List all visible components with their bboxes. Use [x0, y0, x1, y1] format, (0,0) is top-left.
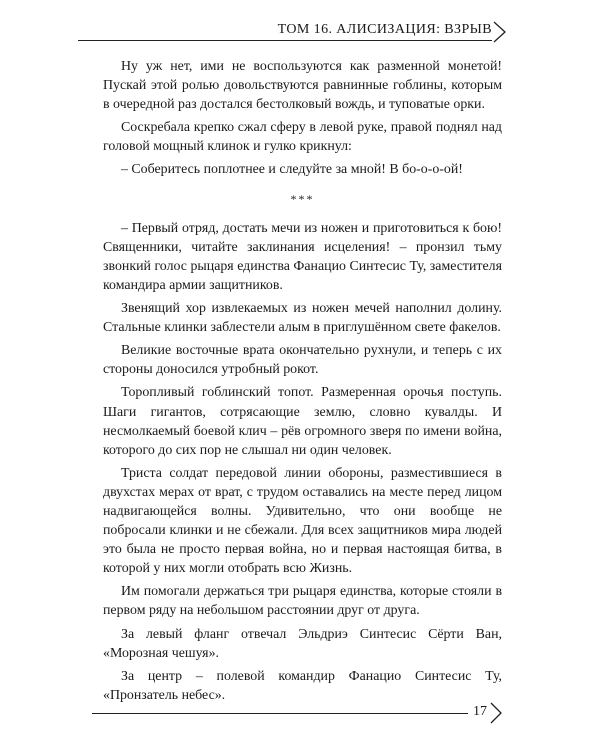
section-separator: ***	[290, 191, 315, 206]
paragraph: Соскребала крепко сжал сферу в левой руке, правой поднял над головой мощный клинок и гулко крикнул:	[103, 120, 502, 155]
paragraph: Звенящий хор извлекаемых из ножен мечей наполнил долину. Стальные клинки заблестели алым в приглушённом свете факелов.	[103, 301, 502, 336]
paragraph: Великие восточные врата окончательно рухнули, и теперь с их стороны доносился утробный рокот.	[103, 343, 502, 378]
paragraph: За центр – полевой командир Фанацио Синтесис Ту, «Пронзатель небес».	[103, 668, 502, 703]
page-body	[103, 57, 502, 709]
paragraph: – Первый отряд, достать мечи из ножен и приготовиться к бою! Священники, читайте заклинания исцеления! – пронзил тьму звонкий голос рыцаря единства Фанацио Синтесис Ту, заместителя командира армии защитников.	[103, 220, 502, 293]
paragraph: Им помогали держаться три рыцаря единства, которые стояли в первом ряду на небольшом расстоянии друг от друга.	[103, 584, 502, 619]
footer-rule	[92, 713, 468, 714]
header-rule	[78, 40, 492, 41]
header-chevron-icon	[490, 20, 510, 44]
running-header-title: ТОМ 16. АЛИСИЗАЦИЯ: ВЗРЫВ	[277, 22, 492, 37]
paragraph: – Соберитесь поплотнее и следуйте за мной! В бо-о-о-ой!	[121, 162, 463, 178]
paragraph: Торопливый гоблинский топот. Размеренная орочья поступь. Шаги гигантов, сотрясающие землю, словно кувалды. И несмолкаемый боевой клич – рёв огромного зверя по имени война, которого до сих пор не слышал ни один человек.	[103, 385, 502, 458]
paragraph: Ну уж нет, ими не воспользуются как разменной монетой! Пускай этой ролью довольствуются равнинные гоблины, которым в очередной раз достался бестолковый вождь, и туповатые орки.	[103, 59, 502, 113]
page-number: 17	[473, 704, 487, 719]
paragraph: За левый фланг отвечал Эльдриэ Синтесис Сёрти Ван, «Морозная чешуя».	[103, 626, 502, 661]
paragraph: Триста солдат передовой линии обороны, разместившиеся в двухстах мерах от врат, с трудом оставались на месте перед лицом надвигающейся волны. Удивительно, что они вообще не побросали клинки и не сбежали. Для всех защитников мира людей это была не просто первая война, но и первая настоящая битва, в которой у них могли отобрать всю Жизнь.	[103, 465, 502, 577]
footer-chevron-icon	[488, 701, 506, 725]
